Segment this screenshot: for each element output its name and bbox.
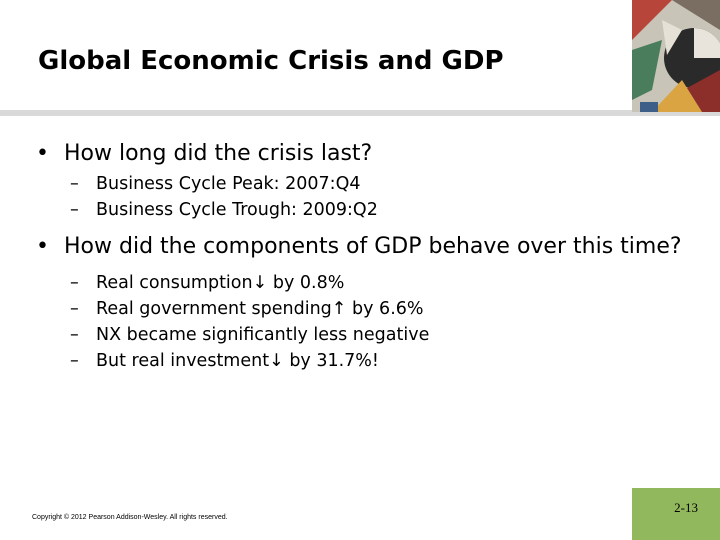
dash-icon: – xyxy=(70,299,79,319)
bullet-item xyxy=(36,233,696,260)
dash-icon: – xyxy=(70,273,79,293)
sub-bullet-text: Real consumption xyxy=(96,273,253,293)
down-arrow-icon: ↓ xyxy=(269,351,284,371)
sub-bullet-item xyxy=(36,348,696,374)
up-arrow-icon: ↑ xyxy=(331,299,347,319)
bullet-icon: • xyxy=(36,234,49,259)
sub-bullet-item xyxy=(36,171,696,197)
page-number: 2-13 xyxy=(674,500,698,515)
slide-title: Global Economic Crisis and GDP xyxy=(38,46,504,76)
sub-bullet-item xyxy=(36,296,696,322)
sub-bullet-text: by 31.7%! xyxy=(283,351,379,371)
sub-bullet-item xyxy=(36,197,696,223)
sub-bullet-text: by 6.6% xyxy=(346,299,424,319)
dash-icon: – xyxy=(70,325,79,345)
sub-bullet-text: NX became significantly less negative xyxy=(96,325,430,345)
sub-bullet-item xyxy=(36,322,696,348)
sub-bullet-text: by 0.8% xyxy=(267,273,345,293)
sub-bullet-text: Business Cycle Peak: 2007:Q4 xyxy=(96,174,361,194)
sub-bullet-text: Real government spending xyxy=(96,299,332,319)
decorative-abstract-art-icon xyxy=(632,0,720,112)
bullet-text: How long did the crisis last? xyxy=(64,141,373,166)
page-number-box xyxy=(632,488,720,540)
dash-icon: – xyxy=(70,200,79,220)
bullet-icon: • xyxy=(36,141,49,166)
copyright-notice: Copyright © 2012 Pearson Addison-Wesley. All rights reserved. xyxy=(32,514,228,521)
title-divider xyxy=(0,110,720,116)
bullet-text: How did the components of GDP behave over this time? xyxy=(64,234,682,259)
sub-bullet-item xyxy=(36,270,696,296)
sub-bullet-text: Business Cycle Trough: 2009:Q2 xyxy=(96,200,378,220)
sub-bullet-text: But real investment xyxy=(96,351,270,371)
slide-content xyxy=(36,140,696,374)
bullet-item xyxy=(36,140,696,167)
down-arrow-icon: ↓ xyxy=(252,273,268,293)
dash-icon: – xyxy=(70,351,79,371)
dash-icon: – xyxy=(70,174,79,194)
